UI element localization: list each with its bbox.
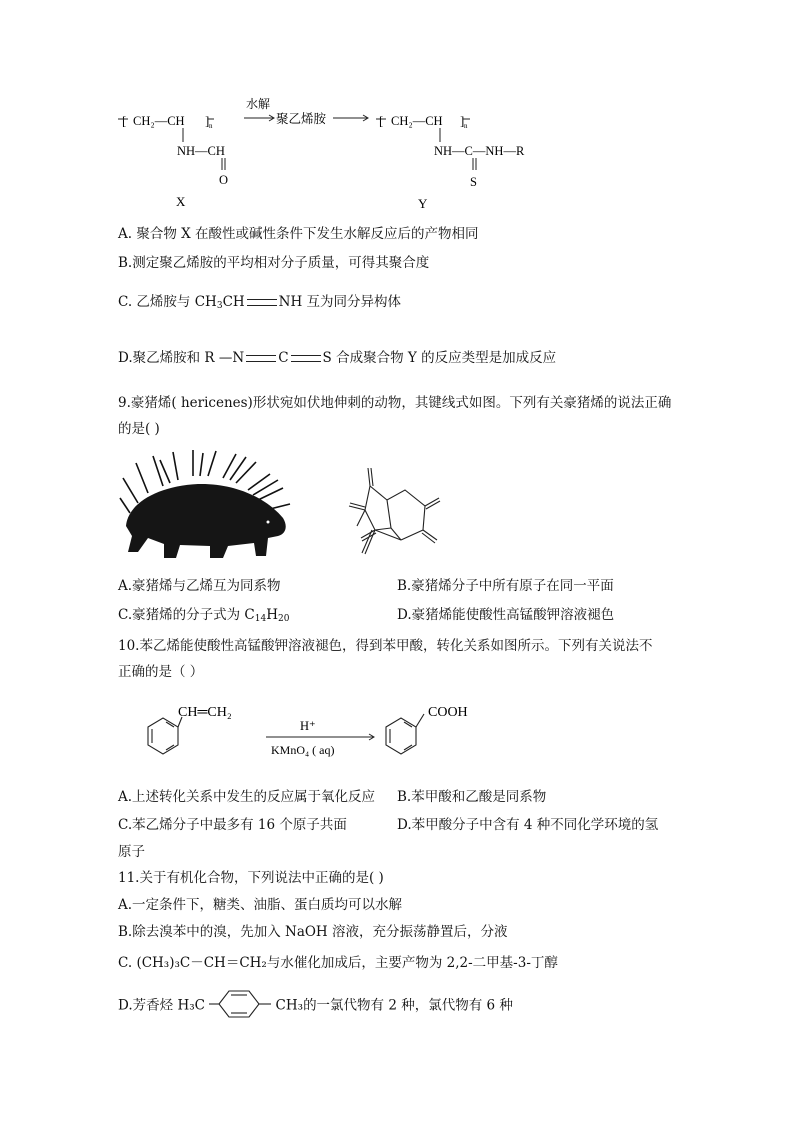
x-oxygen: O <box>219 173 229 187</box>
q9c-sub-h: 20 <box>278 614 290 624</box>
y-sulfur: S <box>470 175 477 189</box>
q8-option-a: A. 聚合物 X 在酸性或碱性条件下发生水解反应后的产物相同 <box>118 226 479 242</box>
x-label: X <box>176 194 186 209</box>
q8-option-b: B.测定聚乙烯胺的平均相对分子质量，可得其聚合度 <box>118 255 430 271</box>
q10-stem-line2: 正确的是（ ） <box>118 664 204 680</box>
q10-option-a: A.上述转化关系中发生的反应属于氧化反应 <box>118 789 376 805</box>
y-label: Y <box>418 196 428 211</box>
q8-structures <box>0 0 794 220</box>
q8-option-c <box>118 290 401 311</box>
porcupine-image <box>118 448 298 563</box>
q10-option-c: C.苯乙烯分子中最多有 16 个原子共面 <box>118 817 347 833</box>
q10-option-d-line1: D.苯甲酸分子中含有 4 种不同化学环境的氢 <box>397 817 659 833</box>
q9-stem-line2: 的是( ) <box>118 421 160 437</box>
double-bond-icon <box>246 355 276 362</box>
q11d-suffix: 的一氯代物有 2 种，氯代物有 6 种 <box>303 997 513 1014</box>
q11c-prefix: C. <box>118 955 133 971</box>
q8c-ch: CH <box>222 294 245 310</box>
benzoic-acid-benzene-ring <box>386 714 424 754</box>
q8d-prefix: D.聚乙烯胺和 R —N <box>118 350 245 366</box>
q10-stem-line1: 10.苯乙烯能使酸性高锰酸钾溶液褪色，得到苯甲酸，转化关系如图所示。下列有关说法不 <box>118 638 653 654</box>
q9-option-a: A.豪猪烯与乙烯互为同系物 <box>118 578 281 594</box>
q11d-right-methyl: CH₃ <box>275 997 304 1014</box>
y-subscript-n: n <box>464 122 468 130</box>
p-xylene-benzene-ring <box>209 988 271 1020</box>
q8c-sub: 3 <box>216 301 223 311</box>
q11-option-a: A.一定条件下，糖类、油脂、蛋白质均可以水解 <box>118 897 403 913</box>
q8d-carbon: C <box>278 350 289 366</box>
q11-option-c <box>118 951 558 971</box>
q10-reaction-figure <box>118 692 498 772</box>
q9c-sub-c: 14 <box>254 614 267 624</box>
x-close-bracket: ] <box>205 113 210 128</box>
q10-arrow-top-label: H⁺ <box>300 719 316 733</box>
q8d-suffix: S 合成聚合物 Y 的反应类型是加成反应 <box>322 350 557 366</box>
q8c-suffix: NH 互为同分异构体 <box>278 294 402 310</box>
x-open-bracket: [ <box>122 113 127 128</box>
q8c-prefix: C. 乙烯胺与 CH <box>118 294 217 310</box>
q11c-formula: (CH₃)₃C－CH＝CH₂ <box>136 955 267 971</box>
q9-stem-line1: 9.豪猪烯( hericenes)形状宛如伏地伸刺的动物，其键线式如图。下列有关豪猪烯的说法正确 <box>118 395 672 411</box>
q9c-h: H <box>266 607 278 623</box>
y-thiourea-group: NH—C—NH—R <box>434 144 525 158</box>
mid-product-label: 聚乙烯胺 <box>276 112 327 126</box>
y-close-bracket: ] <box>460 113 465 128</box>
styrene-benzene-ring <box>148 717 182 754</box>
carboxyl-group: COOH <box>428 705 468 720</box>
y-repeat-unit: CH₂—CH <box>391 114 443 128</box>
q11-option-d <box>118 990 513 1022</box>
q10-option-b: B.苯甲酸和乙酸是同系物 <box>397 789 547 805</box>
q9-option-b: B.豪猪烯分子中所有原子在同一平面 <box>397 578 614 594</box>
q11d-prefix: D.芳香烃 <box>118 997 174 1014</box>
x-subscript-n: n <box>209 122 213 130</box>
q11c-suffix: 与水催化加成后，主要产物为 2,2-二甲基-3-丁醇 <box>266 955 558 971</box>
q10-arrow-bottom-label: KMnO₄ ( aq) <box>271 743 335 757</box>
double-bond-icon <box>291 355 321 362</box>
q8-option-d <box>118 346 556 366</box>
q9c-prefix: C.豪猪烯的分子式为 C <box>118 607 255 623</box>
q9-option-d: D.豪猪烯能使酸性高锰酸钾溶液褪色 <box>397 607 615 623</box>
q9-option-c <box>118 603 289 624</box>
x-repeat-unit: CH₂—CH <box>133 114 185 128</box>
q11d-left-methyl: H₃C <box>177 997 205 1014</box>
double-bond-icon <box>247 299 277 306</box>
hericene-skeletal-formula <box>335 458 455 568</box>
y-open-bracket: [ <box>379 113 384 128</box>
styrene-vinyl-group: CH═CH₂ <box>178 705 232 720</box>
q10-option-d-line2: 原子 <box>118 844 145 860</box>
q11-stem: 11.关于有机化合物，下列说法中正确的是( ) <box>118 870 384 886</box>
hydrolysis-label: 水解 <box>246 97 271 111</box>
x-amide-group: NH—CH <box>177 144 225 158</box>
q11-option-b: B.除去溴苯中的溴，先加入 NaOH 溶液，充分振荡静置后，分液 <box>118 924 508 940</box>
